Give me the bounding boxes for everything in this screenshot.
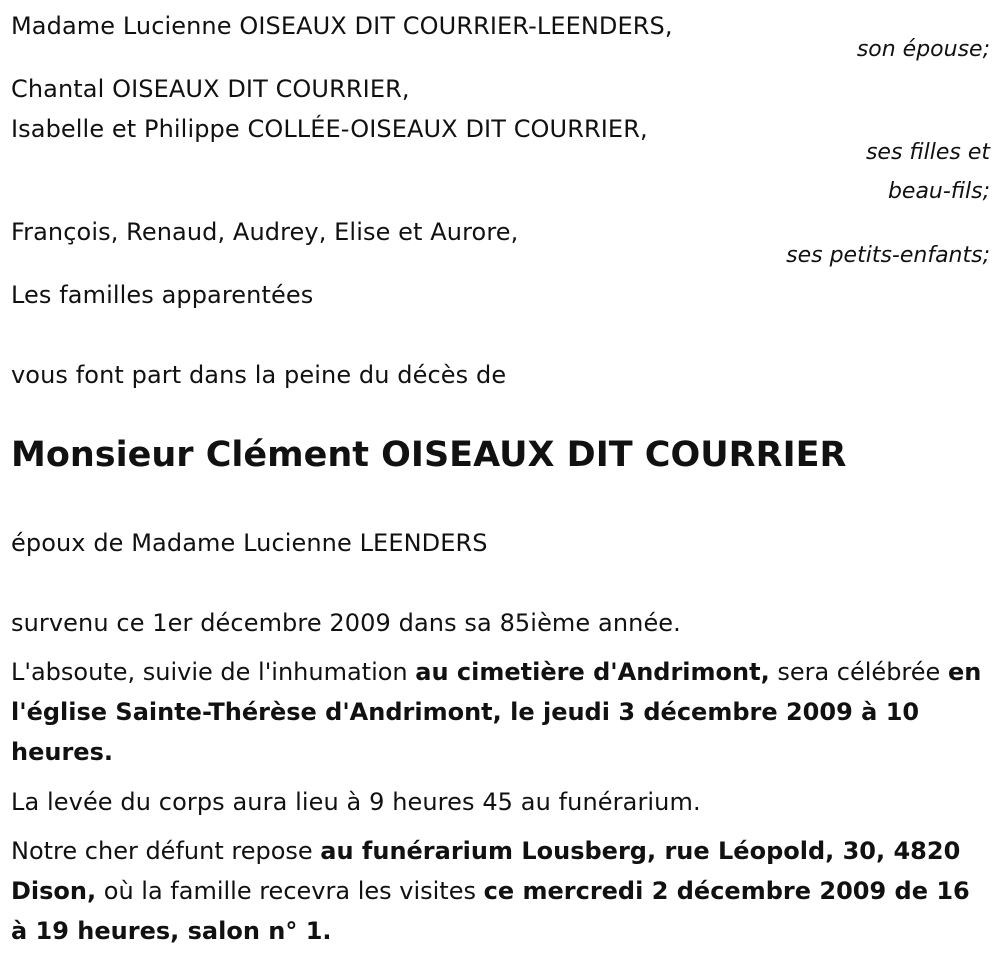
daughters-role-line-1: ses filles et [865, 140, 990, 165]
daughters-role-line-2: beau-fils; [887, 179, 990, 204]
repose-location: au funérarium Lousberg, rue Léopold, 30, 4820 Dison, [11, 837, 961, 905]
death-info: survenu ce 1er décembre 2009 dans sa 85ième année. [11, 609, 681, 637]
grandchildren-role: ses petits-enfants; [786, 243, 990, 268]
repose-paragraph [11, 831, 986, 951]
wife-name: Madame Lucienne OISEAUX DIT COURRIER-LEENDERS, [11, 12, 673, 40]
announcement: vous font part dans la peine du décès de [11, 361, 507, 389]
daughter-2: Isabelle et Philippe COLLÉE-OISEAUX DIT COURRIER, [11, 115, 648, 143]
repose-text-2: où la famille recevra les visites [96, 877, 484, 905]
wife-role: son épouse; [856, 37, 990, 62]
deceased-name: Monsieur Clément OISEAUX DIT COURRIER [11, 435, 847, 475]
repose-visit-date: ce mercredi 2 décembre 2009 de 16 à 19 heures, salon n° 1. [11, 877, 970, 945]
ceremony-text-2: sera célébrée [769, 658, 948, 686]
levee-info: La levée du corps aura lieu à 9 heures 45 au funérarium. [11, 788, 701, 816]
grandchildren: François, Renaud, Audrey, Elise et Aurore, [11, 218, 519, 246]
ceremony-church-date: en l'église Sainte-Thérèse d'Andrimont, le jeudi 3 décembre 2009 à 10 heures. [11, 658, 982, 766]
daughter-1: Chantal OISEAUX DIT COURRIER, [11, 75, 410, 103]
families: Les familles apparentées [11, 281, 314, 309]
ceremony-paragraph [11, 652, 986, 772]
repose-text-1: Notre cher défunt repose [11, 837, 321, 865]
spouse-of: époux de Madame Lucienne LEENDERS [11, 529, 488, 557]
ceremony-text-1: L'absoute, suivie de l'inhumation [11, 658, 416, 686]
ceremony-cemetery: au cimetière d'Andrimont, [415, 658, 770, 686]
